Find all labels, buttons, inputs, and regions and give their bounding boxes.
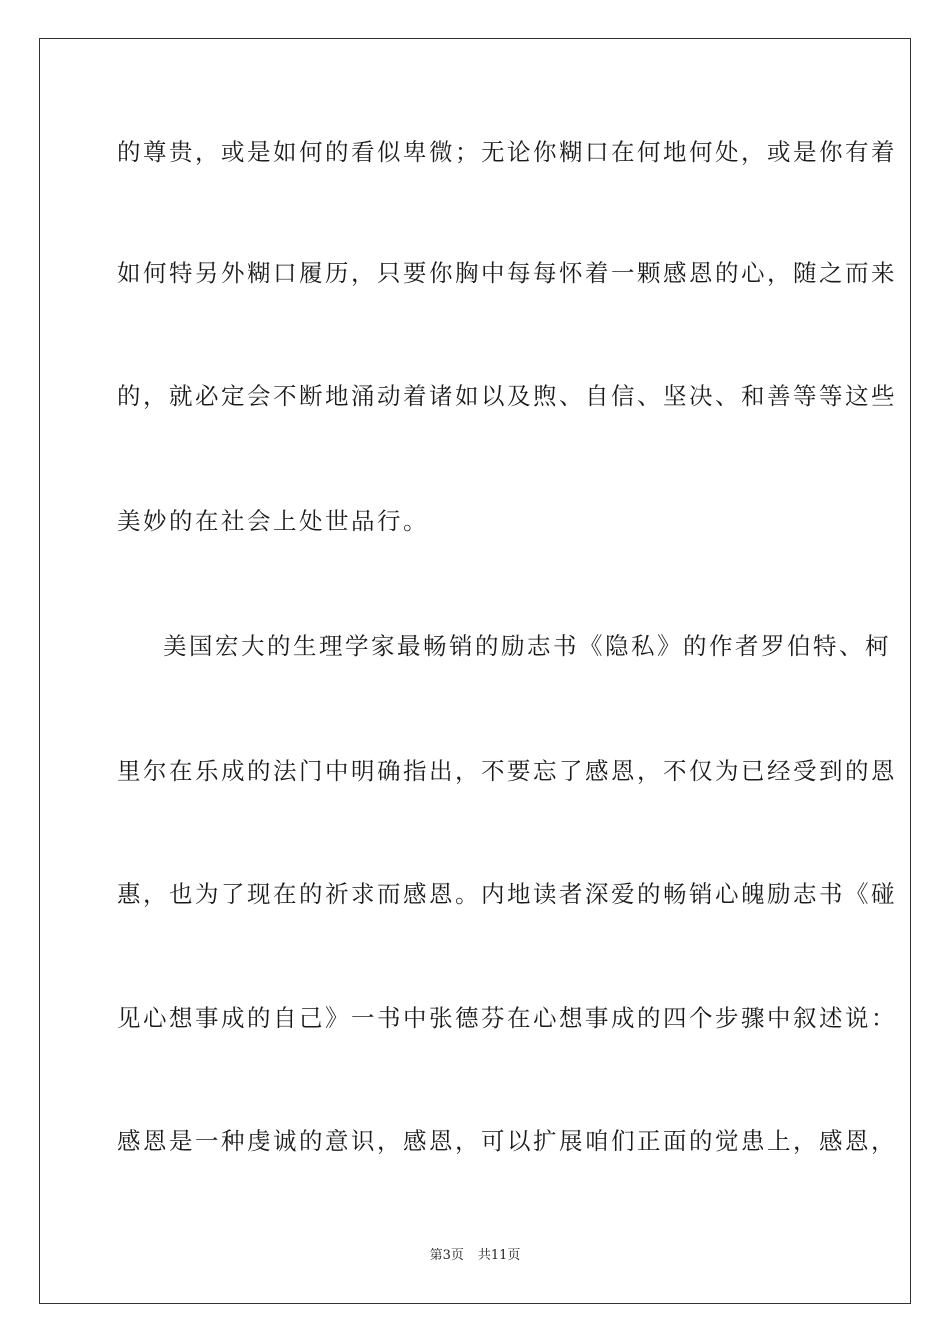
page-footer <box>0 1247 950 1265</box>
total-pages: 共11页 <box>477 1248 521 1263</box>
body-text-line: 如何特另外糊口履历，只要你胸中每每怀着一颗感恩的心，随之而来 <box>117 259 897 287</box>
body-text-line: 的，就必定会不断地涌动着诸如以及煦、自信、坚决、和善等等这些 <box>117 382 897 410</box>
body-text-line: 见心想事成的自己》一书中张德芬在心想事成的四个步骤中叙述说： <box>117 1004 897 1032</box>
body-text-line: 的尊贵，或是如何的看似卑微；无论你糊口在何地何处，或是你有着 <box>117 138 897 166</box>
body-text-line: 惠，也为了现在的祈求而感恩。内地读者深爱的畅销心魄励志书《碰 <box>117 880 897 908</box>
body-text-line: 美妙的在社会上处世品行。 <box>117 507 429 535</box>
paragraph-first-line: 美国宏大的生理学家最畅销的励志书《隐私》的作者罗伯特、柯 <box>163 632 891 660</box>
page-border <box>39 38 911 1304</box>
body-text-line: 感恩是一种虔诚的意识，感恩，可以扩展咱们正面的觉患上，感恩， <box>117 1127 897 1155</box>
body-text-line: 里尔在乐成的法门中明确指出，不要忘了感恩，不仅为已经受到的恩 <box>117 757 897 785</box>
page-number: 第3页 <box>429 1248 464 1263</box>
